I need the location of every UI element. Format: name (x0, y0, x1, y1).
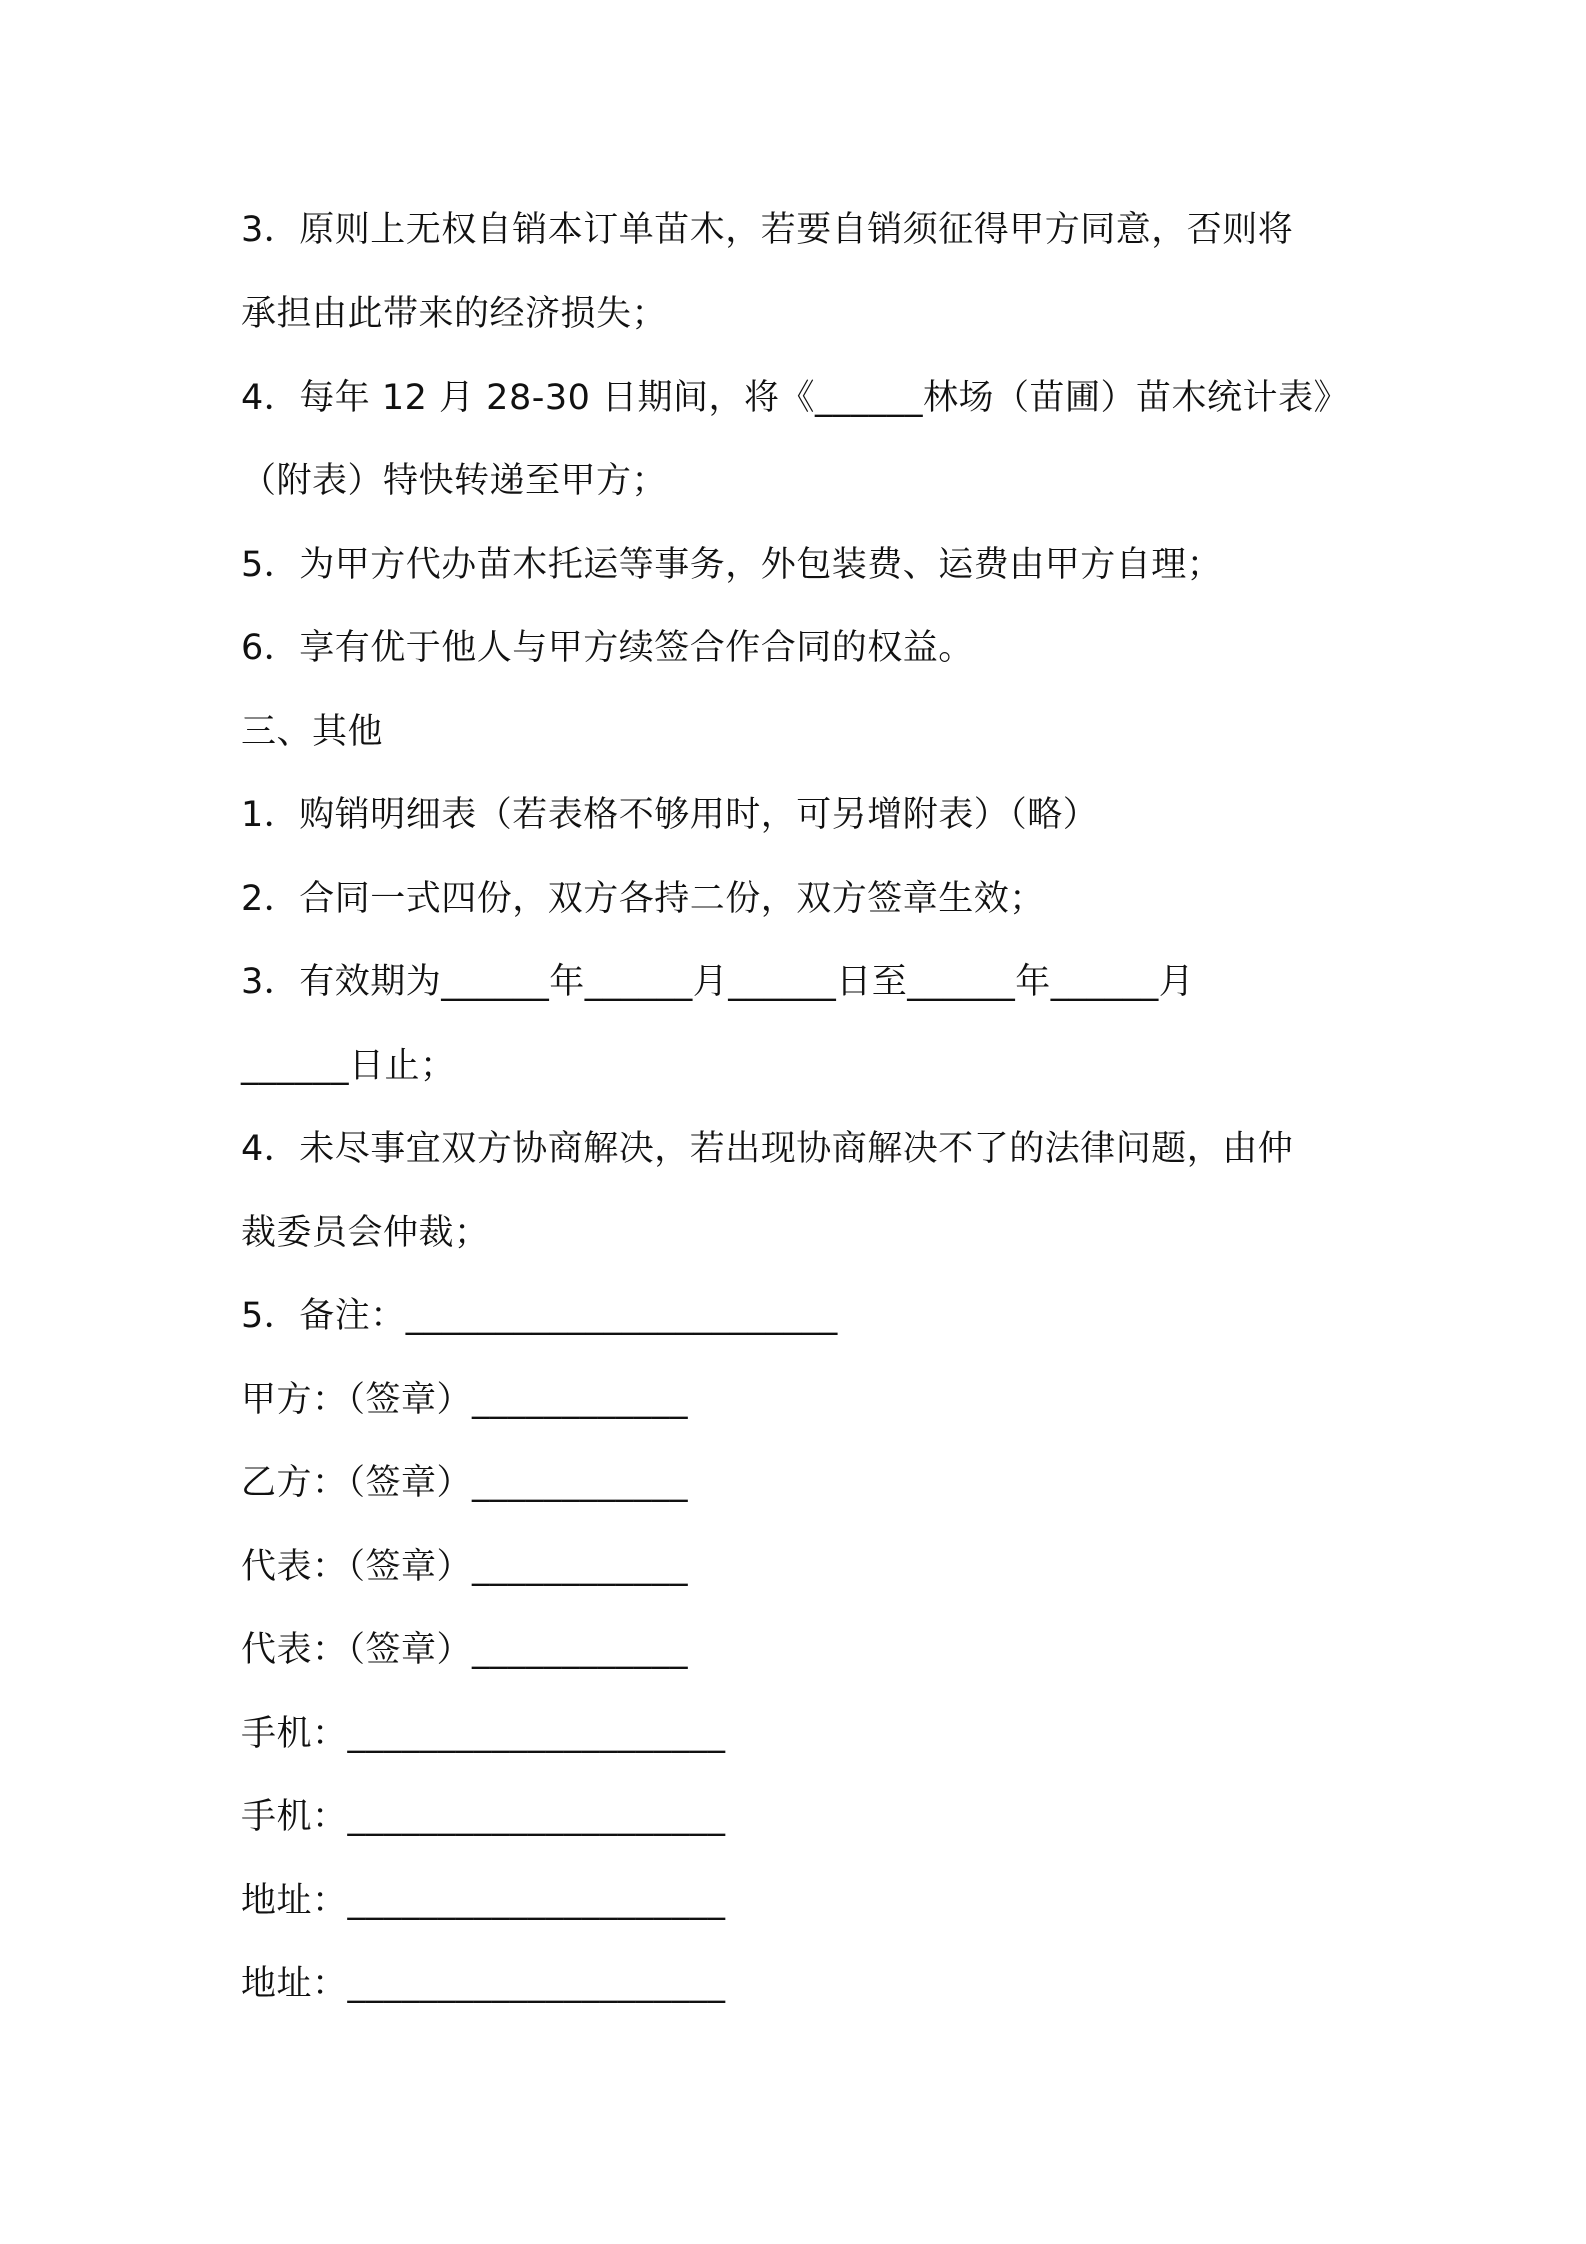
clause-3-line-1: 3．原则上无权自销本订单苗木，若要自销须征得甲方同意，否则将 (241, 210, 1294, 250)
clause-5: 5．为甲方代办苗木托运等事务，外包装费、运费由甲方自理； (241, 545, 1223, 585)
other-item-4-line-2: 裁委员会仲裁； (241, 1213, 490, 1253)
address-field-1: 地址：_____________________ (241, 1881, 726, 1921)
clause-3-line-2: 承担由此带来的经济损失； (241, 294, 668, 334)
representative-signature-2: 代表：（签章）____________ (241, 1630, 689, 1670)
clause-4-line-1: 4．每年 12 月 28-30 日期间，将《______林场（苗圃）苗木统计表》 (241, 378, 1350, 418)
party-b-signature: 乙方：（签章）____________ (241, 1463, 689, 1503)
party-a-signature: 甲方：（签章）____________ (241, 1380, 689, 1420)
address-field-2: 地址：_____________________ (241, 1964, 726, 2004)
other-item-3-line-1: 3．有效期为______年______月______日至______年______月 (241, 962, 1195, 1002)
mobile-field-1: 手机：_____________________ (241, 1714, 726, 1754)
other-item-2: 2．合同一式四份，双方各持二份，双方签章生效； (241, 879, 1045, 919)
clause-4-line-2: （附表）特快转递至甲方； (241, 461, 668, 501)
other-item-4-line-1: 4．未尽事宜双方协商解决，若出现协商解决不了的法律问题，由仲 (241, 1129, 1294, 1169)
remarks-field: 5．备注：________________________ (241, 1296, 838, 1336)
mobile-field-2: 手机：_____________________ (241, 1797, 726, 1837)
other-item-1: 1．购销明细表（若表格不够用时，可另增附表）（略） (241, 795, 1099, 835)
clause-6: 6．享有优于他人与甲方续签合作合同的权益。 (241, 628, 974, 668)
representative-signature-1: 代表：（签章）____________ (241, 1547, 689, 1587)
section-heading-other: 三、其他 (241, 712, 384, 752)
other-item-3-line-2: ______日止； (241, 1046, 456, 1086)
